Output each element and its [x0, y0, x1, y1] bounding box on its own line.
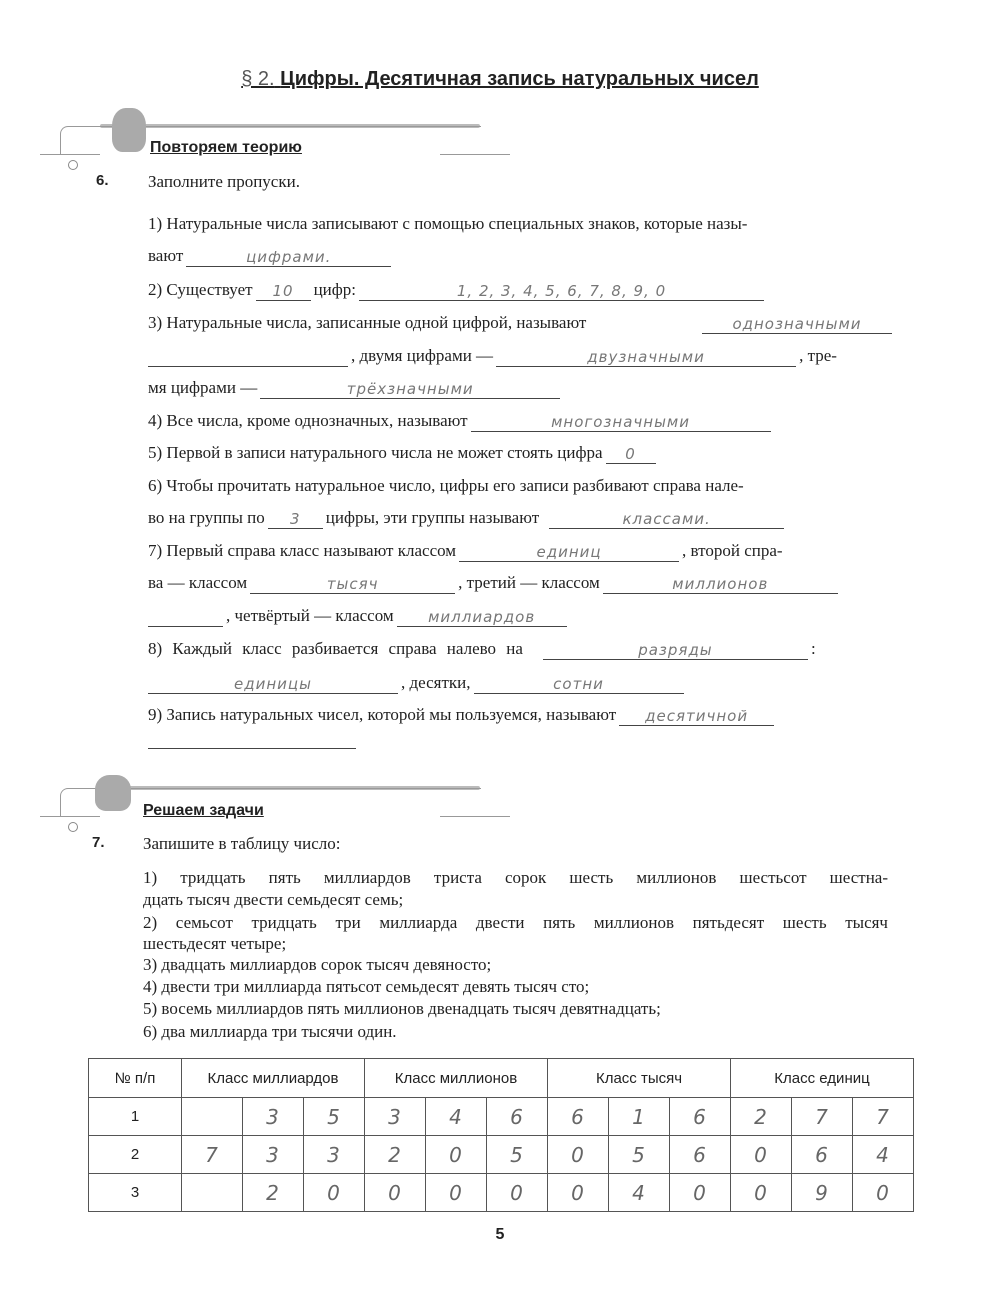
header-thousands: Класс тысяч	[548, 1059, 731, 1098]
number-table	[88, 1058, 914, 1212]
digit-cell[interactable]: 4	[426, 1098, 487, 1136]
task-number: 6.	[96, 172, 109, 189]
header-millions: Класс миллионов	[365, 1059, 548, 1098]
answer-field[interactable]: многозначными	[471, 411, 771, 432]
digit-cell[interactable]: 4	[609, 1174, 670, 1212]
row-number: 1	[89, 1098, 182, 1136]
digit-cell[interactable]: 0	[853, 1174, 914, 1212]
digit-cell[interactable]: 5	[487, 1136, 548, 1174]
task-line: 3) двадцать миллиардов сорок тысяч девяносто;	[143, 955, 492, 974]
digit-cell[interactable]: 0	[670, 1174, 731, 1212]
digit-cell[interactable]: 1	[609, 1098, 670, 1136]
answer-field[interactable]	[148, 606, 223, 627]
item-4: 4) Все числа, кроме однозначных, называют многозначными	[148, 410, 895, 432]
tasks-heading: Решаем задачи	[143, 802, 264, 819]
circle-icon	[68, 160, 78, 170]
task-line: 4) двести три миллиарда пятьсот семьдесят девять тысяч сто;	[143, 977, 590, 996]
bee-illustration-icon	[95, 775, 131, 811]
answer-field[interactable]: десятичной	[619, 705, 774, 726]
page-number: 5	[495, 1226, 505, 1243]
answer-field[interactable]: трёхзначными	[260, 378, 560, 399]
digit-cell[interactable]: 2	[243, 1174, 304, 1212]
item-9: 9) Запись натуральных чисел, которой мы пользуемся, называют десятичной	[148, 704, 895, 726]
digit-cell[interactable]: 3	[243, 1136, 304, 1174]
item-7c: , четвёртый — классом миллиардов	[148, 605, 895, 627]
digit-cell[interactable]: 0	[731, 1174, 792, 1212]
answer-field[interactable]: цифрами.	[186, 246, 391, 267]
answer-field[interactable]: сотни	[474, 673, 684, 694]
digit-cell[interactable]: 0	[304, 1174, 365, 1212]
task-line: 2) семьсот тридцать три миллиарда двести пять миллионов пятьдесят шесть тысяч	[143, 913, 888, 932]
answer-field[interactable]	[148, 728, 356, 749]
item-8b: единицы , десятки, сотни	[148, 672, 895, 694]
digit-cell[interactable]: 2	[731, 1098, 792, 1136]
theory-heading: Повторяем теорию	[150, 139, 302, 156]
answer-field[interactable]: классами.	[549, 508, 784, 529]
task-line: 1) тридцать пять миллиардов триста сорок шесть миллионов шестьсот шестна-	[143, 868, 888, 887]
task-line: 5) восемь миллиардов пять миллионов двенадцать тысяч девятнадцать;	[143, 999, 661, 1018]
digit-cell[interactable]: 0	[426, 1136, 487, 1174]
header-billions: Класс миллиардов	[182, 1059, 365, 1098]
digit-cell[interactable]: 5	[609, 1136, 670, 1174]
table-row	[89, 1098, 914, 1136]
digit-cell[interactable]: 5	[304, 1098, 365, 1136]
item-3c: мя цифрами — трёхзначными	[148, 377, 895, 399]
digit-cell[interactable]: 7	[853, 1098, 914, 1136]
item-8a: 8) Каждый класс разбивается справа налево на разряды :	[148, 639, 816, 659]
task-number: 7.	[92, 834, 105, 851]
digit-cell[interactable]: 0	[487, 1174, 548, 1212]
answer-field[interactable]	[148, 346, 348, 367]
table-row	[89, 1174, 914, 1212]
digit-cell[interactable]: 6	[792, 1136, 853, 1174]
item-7a: 7) Первый справа класс называют классом единиц , второй спра-	[148, 541, 783, 561]
digit-cell[interactable]: 0	[426, 1174, 487, 1212]
digit-cell[interactable]	[182, 1098, 243, 1136]
digit-cell[interactable]: 3	[304, 1136, 365, 1174]
section-heading: Цифры. Десятичная запись натуральных чисел	[280, 68, 759, 90]
digit-cell[interactable]: 3	[365, 1098, 426, 1136]
digit-cell[interactable]: 0	[731, 1136, 792, 1174]
digit-cell[interactable]: 7	[792, 1098, 853, 1136]
item-1b: вают цифрами.	[148, 245, 895, 267]
answer-field[interactable]: 3	[268, 508, 323, 529]
answer-field[interactable]: тысяч	[250, 573, 455, 594]
digit-cell[interactable]: 6	[670, 1098, 731, 1136]
digit-cell[interactable]: 0	[548, 1136, 609, 1174]
answer-field[interactable]: разряды	[543, 639, 808, 660]
header-units: Класс единиц	[731, 1059, 914, 1098]
digit-cell[interactable]: 7	[182, 1136, 243, 1174]
task-line: дцать тысяч двести семьдесят семь;	[143, 890, 404, 909]
item-9b	[148, 728, 895, 749]
answer-field[interactable]: миллионов	[603, 573, 838, 594]
item-6b: во на группы по 3 цифры, эти группы называют классами.	[148, 507, 895, 529]
task-line: шестьдесят четыре;	[143, 934, 287, 953]
digit-cell[interactable]: 2	[365, 1136, 426, 1174]
item-2: 2) Существует 10 цифр: 1, 2, 3, 4, 5, 6, 7, 8, 9, 0	[148, 279, 895, 301]
digit-cell[interactable]: 6	[548, 1098, 609, 1136]
row-number: 3	[89, 1174, 182, 1212]
section-title	[0, 68, 1000, 91]
item-3a: 3) Натуральные числа, записанные одной цифрой, называют однозначными	[148, 312, 895, 334]
answer-field[interactable]: 1, 2, 3, 4, 5, 6, 7, 8, 9, 0	[359, 280, 764, 301]
item-6a: 6) Чтобы прочитать натуральное число, цифры его записи разбивают справа нале-	[148, 476, 744, 495]
answer-field[interactable]: миллиардов	[397, 606, 567, 627]
digit-cell[interactable]: 6	[487, 1098, 548, 1136]
item-5: 5) Первой в записи натурального числа не может стоять цифра 0	[148, 442, 895, 464]
item-7b: ва — классом тысяч , третий — классом миллионов	[148, 572, 895, 594]
tasks-banner	[40, 780, 510, 830]
bird-illustration-icon	[112, 108, 146, 152]
digit-cell[interactable]: 9	[792, 1174, 853, 1212]
digit-cell[interactable]	[182, 1174, 243, 1212]
section-number: § 2.	[241, 68, 275, 90]
item-3b: , двумя цифрами — двузначными , тре-	[148, 345, 895, 367]
task-title: Запишите в таблицу число:	[143, 834, 341, 853]
row-number: 2	[89, 1136, 182, 1174]
answer-field[interactable]: однозначными	[702, 313, 892, 334]
task-line: 6) два миллиарда три тысячи один.	[143, 1022, 397, 1041]
digit-cell[interactable]: 0	[365, 1174, 426, 1212]
header-index: № п/п	[89, 1059, 182, 1098]
digit-cell[interactable]: 0	[548, 1174, 609, 1212]
table-row	[89, 1136, 914, 1174]
answer-field[interactable]: 10	[256, 280, 311, 301]
circle-icon	[68, 822, 78, 832]
answer-field[interactable]: единиц	[459, 541, 679, 562]
item-1a: 1) Натуральные числа записывают с помощью специальных знаков, которые назы-	[148, 214, 748, 233]
answer-field[interactable]: 0	[606, 443, 656, 464]
answer-field[interactable]: двузначными	[496, 346, 796, 367]
digit-cell[interactable]: 4	[853, 1136, 914, 1174]
task-title: Заполните пропуски.	[148, 172, 300, 191]
answer-field[interactable]: единицы	[148, 673, 398, 694]
table-header	[89, 1059, 914, 1098]
digit-cell[interactable]: 6	[670, 1136, 731, 1174]
digit-cell[interactable]: 3	[243, 1098, 304, 1136]
